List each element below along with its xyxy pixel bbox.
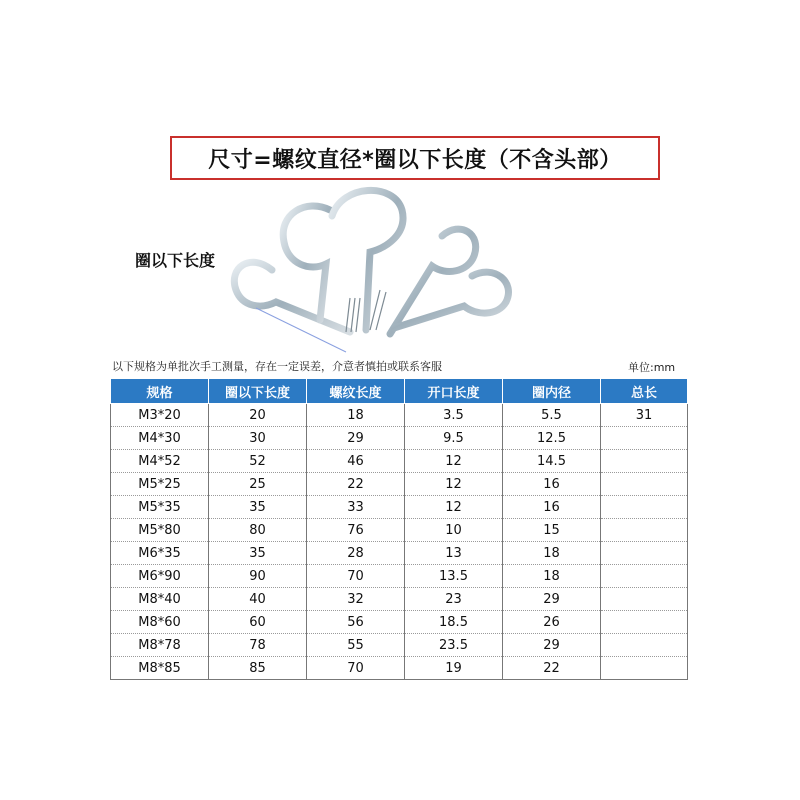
cell-opening-length: 19 <box>405 657 503 680</box>
cell-opening-length: 13 <box>405 542 503 565</box>
title-banner <box>170 136 660 180</box>
cell-total-length <box>601 542 688 565</box>
cell-opening-length: 13.5 <box>405 565 503 588</box>
cell-inner-diameter: 5.5 <box>503 404 601 427</box>
unit-label: 单位:mm <box>628 361 676 374</box>
header-inner-diameter: 圈内径 <box>503 379 601 404</box>
cell-opening-length: 12 <box>405 496 503 519</box>
table-row <box>111 404 688 427</box>
cell-spec: M5*25 <box>111 473 209 496</box>
table-row <box>111 588 688 611</box>
header-opening-length: 开口长度 <box>405 379 503 404</box>
cell-opening-length: 23.5 <box>405 634 503 657</box>
hook-medium <box>283 206 330 320</box>
cell-loop-length: 90 <box>209 565 307 588</box>
cell-spec: M4*30 <box>111 427 209 450</box>
cell-inner-diameter: 22 <box>503 657 601 680</box>
cell-loop-length: 85 <box>209 657 307 680</box>
cell-inner-diameter: 29 <box>503 634 601 657</box>
cell-loop-length: 25 <box>209 473 307 496</box>
cell-loop-length: 20 <box>209 404 307 427</box>
cell-spec: M5*80 <box>111 519 209 542</box>
cell-spec: M8*78 <box>111 634 209 657</box>
cell-thread-length: 70 <box>307 565 405 588</box>
hooks-product-image <box>210 180 530 360</box>
page-title: 尺寸=螺纹直径*圈以下长度（不含头部） <box>208 147 622 173</box>
cell-inner-diameter: 18 <box>503 565 601 588</box>
cell-opening-length: 12 <box>405 450 503 473</box>
cell-thread-length: 70 <box>307 657 405 680</box>
hook-large <box>332 190 403 330</box>
table-header-row <box>111 379 688 404</box>
cell-total-length <box>601 657 688 680</box>
cell-thread-length: 29 <box>307 427 405 450</box>
table-row <box>111 657 688 680</box>
cell-spec: M5*35 <box>111 496 209 519</box>
cell-loop-length: 52 <box>209 450 307 473</box>
cell-inner-diameter: 16 <box>503 473 601 496</box>
cell-inner-diameter: 29 <box>503 588 601 611</box>
cell-total-length <box>601 565 688 588</box>
cell-inner-diameter: 16 <box>503 496 601 519</box>
cell-spec: M4*52 <box>111 450 209 473</box>
header-thread-length: 螺纹长度 <box>307 379 405 404</box>
cell-total-length <box>601 588 688 611</box>
header-total-length: 总长 <box>601 379 688 404</box>
table-row <box>111 473 688 496</box>
table-row <box>111 519 688 542</box>
spec-table-body <box>111 404 688 680</box>
cell-inner-diameter: 26 <box>503 611 601 634</box>
cell-loop-length: 40 <box>209 588 307 611</box>
cell-spec: M6*35 <box>111 542 209 565</box>
cell-opening-length: 12 <box>405 473 503 496</box>
loop-length-label: 圈以下长度 <box>135 251 216 270</box>
table-row <box>111 450 688 473</box>
cell-total-length <box>601 473 688 496</box>
table-row <box>111 611 688 634</box>
cell-spec: M8*40 <box>111 588 209 611</box>
cell-loop-length: 30 <box>209 427 307 450</box>
measurement-note: 以下规格为单批次手工测量，存在一定误差，介意者慎拍或联系客服 <box>112 360 442 373</box>
cell-opening-length: 10 <box>405 519 503 542</box>
cell-spec: M8*85 <box>111 657 209 680</box>
cell-total-length <box>601 427 688 450</box>
table-row <box>111 542 688 565</box>
cell-loop-length: 35 <box>209 496 307 519</box>
cell-thread-length: 22 <box>307 473 405 496</box>
cell-loop-length: 60 <box>209 611 307 634</box>
table-row <box>111 634 688 657</box>
cell-loop-length: 80 <box>209 519 307 542</box>
cell-total-length <box>601 634 688 657</box>
cell-thread-length: 55 <box>307 634 405 657</box>
header-loop-length: 圈以下长度 <box>209 379 307 404</box>
cell-spec: M8*60 <box>111 611 209 634</box>
cell-loop-length: 35 <box>209 542 307 565</box>
cell-loop-length: 78 <box>209 634 307 657</box>
cell-total-length <box>601 519 688 542</box>
cell-opening-length: 9.5 <box>405 427 503 450</box>
cell-inner-diameter: 14.5 <box>503 450 601 473</box>
cell-inner-diameter: 15 <box>503 519 601 542</box>
cell-total-length <box>601 496 688 519</box>
cell-opening-length: 18.5 <box>405 611 503 634</box>
spec-table <box>110 378 688 680</box>
cell-thread-length: 33 <box>307 496 405 519</box>
table-row <box>111 496 688 519</box>
cell-thread-length: 76 <box>307 519 405 542</box>
cell-spec: M6*90 <box>111 565 209 588</box>
cell-total-length <box>601 611 688 634</box>
cell-total-length <box>601 450 688 473</box>
cell-thread-length: 28 <box>307 542 405 565</box>
cell-thread-length: 56 <box>307 611 405 634</box>
cell-thread-length: 18 <box>307 404 405 427</box>
hook-small <box>234 262 350 332</box>
header-spec: 规格 <box>111 379 209 404</box>
cell-spec: M3*20 <box>111 404 209 427</box>
cell-opening-length: 3.5 <box>405 404 503 427</box>
table-row <box>111 427 688 450</box>
cell-opening-length: 23 <box>405 588 503 611</box>
cell-thread-length: 32 <box>307 588 405 611</box>
cell-inner-diameter: 12.5 <box>503 427 601 450</box>
cell-total-length: 31 <box>601 404 688 427</box>
table-row <box>111 565 688 588</box>
cell-inner-diameter: 18 <box>503 542 601 565</box>
cell-thread-length: 46 <box>307 450 405 473</box>
